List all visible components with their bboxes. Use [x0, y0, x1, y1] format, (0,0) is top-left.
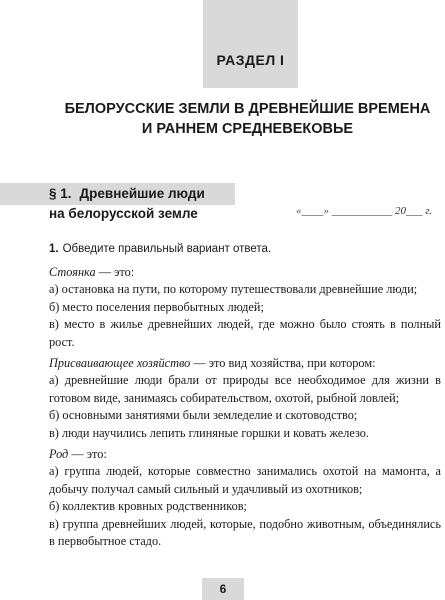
task-number: 1.: [49, 243, 59, 255]
paragraph-title-line1: Древнейшие люди: [79, 186, 205, 201]
task-text: Обведите правильный вариант ответа.: [62, 243, 272, 255]
answer-option[interactable]: в) группа древнейших людей, которые, подобно животным, объединялись в первобытное стадо.: [49, 516, 441, 549]
chapter-title-line2: И РАННЕМ СРЕДНЕВЕКОВЬЕ: [141, 121, 354, 137]
term: Присваивающее хозяйство: [49, 356, 191, 371]
term-definition: [49, 264, 441, 281]
term-rest: — это:: [68, 447, 107, 462]
term: Род: [49, 447, 69, 462]
answer-option[interactable]: б) коллектив кровных родственников;: [49, 499, 247, 514]
date-field[interactable]: «____» ___________ 20___ г.: [296, 205, 433, 217]
paragraph-title-line2: на белорусской земле: [49, 206, 198, 221]
page-number: 6: [202, 578, 244, 600]
term: Стоянка: [49, 265, 96, 279]
answer-option[interactable]: а) группа людей, которые совместно занимались охотой на мамонта, а добычу получал самый сильный и удачливый из охотников;: [49, 464, 441, 496]
section-title: РАЗДЕЛ I: [216, 52, 285, 68]
term-definition: [49, 355, 441, 372]
term-rest: — это:: [95, 265, 135, 279]
answer-option[interactable]: б) основными занятиями были земледелие и скотоводство;: [49, 408, 358, 423]
paragraph-heading: [49, 184, 249, 224]
task-instruction: [49, 243, 439, 255]
term-rest: — это вид хозяйства, при котором:: [190, 356, 376, 371]
chapter-title-line1: БЕЛОРУССКИЕ ЗЕМЛИ В ДРЕВНЕЙШИЕ ВРЕМЕНА: [64, 101, 431, 117]
answer-option[interactable]: в) люди научились лепить глиняные горшки и ковать железо.: [49, 425, 370, 440]
answer-option[interactable]: а) остановка на пути, по которому путешествовали древнейшие люди;: [49, 282, 418, 297]
term-definition: [49, 446, 441, 463]
section-tab: [203, 0, 298, 88]
answer-option[interactable]: б) место поселения первобытных людей;: [49, 299, 264, 314]
task-body: [49, 264, 441, 551]
answer-option[interactable]: в) место в жилье древнейших людей, где можно было стоять в полный рост.: [49, 317, 441, 349]
chapter-title: [40, 99, 445, 139]
answer-option[interactable]: а) древнейшие люди брали от природы все необходимое для жизни в готовом виде, занимаясь собирательством, охотой, рыбной ловлей;: [49, 373, 441, 405]
paragraph-number: § 1.: [49, 186, 72, 201]
